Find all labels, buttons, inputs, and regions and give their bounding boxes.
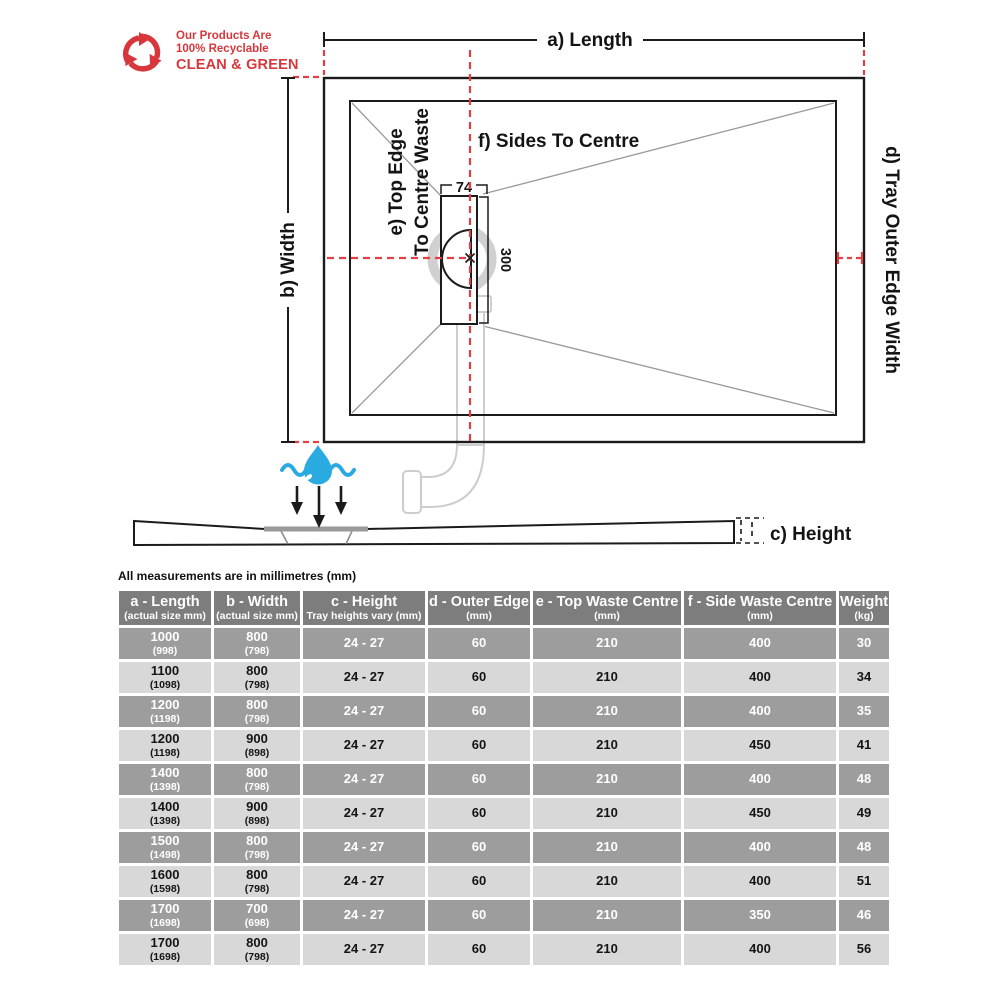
table-cell: 400 xyxy=(684,662,836,693)
table-cell: 60 xyxy=(428,798,530,829)
table-cell: 41 xyxy=(839,730,889,761)
table-cell: 49 xyxy=(839,798,889,829)
table-cell: 210 xyxy=(533,866,681,897)
table-cell: 24 - 27 xyxy=(303,934,425,965)
table-cell: 60 xyxy=(428,900,530,931)
height-dimension-dashes xyxy=(736,518,764,543)
measurements-note: All measurements are in millimetres (mm) xyxy=(118,569,357,583)
drain-cover-bar xyxy=(264,527,368,532)
table-cell: 400 xyxy=(684,628,836,659)
table-cell: 450 xyxy=(684,730,836,761)
top-edge-label-line1: e) Top Edge xyxy=(386,128,407,236)
table-cell: 800 (798) xyxy=(214,764,300,795)
table-cell: 24 - 27 xyxy=(303,764,425,795)
waste-width-label: 74 xyxy=(455,180,473,196)
water-drop-icon xyxy=(282,445,354,485)
table-cell: 35 xyxy=(839,696,889,727)
table-cell: 60 xyxy=(428,764,530,795)
table-cell: 1000 (998) xyxy=(119,628,211,659)
recyclable-logo xyxy=(116,24,326,80)
column-header: d - Outer Edge (mm) xyxy=(428,591,530,625)
red-centerlines xyxy=(293,50,864,442)
table-cell: 1500 (1498) xyxy=(119,832,211,863)
column-header: a - Length (actual size mm) xyxy=(119,591,211,625)
header-row xyxy=(119,591,889,625)
table-cell: 350 xyxy=(684,900,836,931)
logo-line2: 100% Recyclable xyxy=(176,43,269,56)
table-cell: 60 xyxy=(428,934,530,965)
column-header: Weight (kg) xyxy=(839,591,889,625)
table-cell: 900 (898) xyxy=(214,730,300,761)
table-cell: 210 xyxy=(533,696,681,727)
table-cell: 800 (798) xyxy=(214,628,300,659)
table-cell: 48 xyxy=(839,832,889,863)
outer-edge-label: d) Tray Outer Edge Width xyxy=(881,146,902,374)
table-cell: 800 (798) xyxy=(214,832,300,863)
table-cell: 210 xyxy=(533,730,681,761)
table-cell: 210 xyxy=(533,628,681,659)
table-cell: 1400 (1398) xyxy=(119,764,211,795)
table-cell: 210 xyxy=(533,662,681,693)
table-cell: 60 xyxy=(428,832,530,863)
table-cell: 1600 (1598) xyxy=(119,866,211,897)
table-cell: 400 xyxy=(684,764,836,795)
table-cell: 400 xyxy=(684,832,836,863)
table-cell: 60 xyxy=(428,730,530,761)
table-cell: 800 (798) xyxy=(214,934,300,965)
table-cell: 1200 (1198) xyxy=(119,730,211,761)
column-header: e - Top Waste Centre (mm) xyxy=(533,591,681,625)
table-cell: 210 xyxy=(533,900,681,931)
table-cell: 800 (798) xyxy=(214,696,300,727)
side-view xyxy=(134,521,734,545)
table-row xyxy=(119,798,889,829)
sides-label: f) Sides To Centre xyxy=(478,131,640,152)
table-cell: 1200 (1198) xyxy=(119,696,211,727)
table-row xyxy=(119,662,889,693)
column-header: f - Side Waste Centre (mm) xyxy=(684,591,836,625)
width-label: b) Width xyxy=(278,222,299,298)
table-cell: 24 - 27 xyxy=(303,866,425,897)
column-header: b - Width (actual size mm) xyxy=(214,591,300,625)
table-cell: 1700 (1698) xyxy=(119,900,211,931)
table-cell: 400 xyxy=(684,696,836,727)
table-cell: 24 - 27 xyxy=(303,628,425,659)
table-row xyxy=(119,764,889,795)
table-row xyxy=(119,696,889,727)
waste-length-label: 300 xyxy=(497,247,513,273)
height-label: c) Height xyxy=(770,524,852,545)
table-cell: 210 xyxy=(533,832,681,863)
table-cell: 24 - 27 xyxy=(303,662,425,693)
table-cell: 210 xyxy=(533,764,681,795)
logo-line1: Our Products Are xyxy=(176,29,272,42)
table-cell: 700 (698) xyxy=(214,900,300,931)
table-cell: 24 - 27 xyxy=(303,900,425,931)
column-header: c - Height Tray heights vary (mm) xyxy=(303,591,425,625)
table-cell: 400 xyxy=(684,934,836,965)
table-row xyxy=(119,900,889,931)
table-row xyxy=(119,832,889,863)
table-cell: 24 - 27 xyxy=(303,832,425,863)
length-label: a) Length xyxy=(547,30,633,51)
table-cell: 1100 (1098) xyxy=(119,662,211,693)
flow-arrows xyxy=(291,486,347,528)
table-cell: 34 xyxy=(839,662,889,693)
table-cell: 51 xyxy=(839,866,889,897)
table-cell: 800 (798) xyxy=(214,866,300,897)
table-row xyxy=(119,628,889,659)
table-cell: 1700 (1698) xyxy=(119,934,211,965)
table-cell: 46 xyxy=(839,900,889,931)
table-cell: 60 xyxy=(428,628,530,659)
table-cell: 60 xyxy=(428,696,530,727)
table-cell: 24 - 27 xyxy=(303,798,425,829)
logo-line3: CLEAN & GREEN xyxy=(176,57,299,74)
table-cell: 24 - 27 xyxy=(303,730,425,761)
table-cell: 1400 (1398) xyxy=(119,798,211,829)
table-row xyxy=(119,730,889,761)
table-cell: 900 (898) xyxy=(214,798,300,829)
table-cell: 24 - 27 xyxy=(303,696,425,727)
table-cell: 800 (798) xyxy=(214,662,300,693)
table-row xyxy=(119,934,889,965)
top-edge-label-line2: To Centre Waste xyxy=(412,108,433,256)
recycle-icon xyxy=(116,25,168,79)
waste-pipe xyxy=(403,296,491,513)
table-cell: 56 xyxy=(839,934,889,965)
table-cell: 210 xyxy=(533,798,681,829)
table-cell: 48 xyxy=(839,764,889,795)
table-cell: 400 xyxy=(684,866,836,897)
table-cell: 60 xyxy=(428,662,530,693)
table-row xyxy=(119,866,889,897)
table-cell: 450 xyxy=(684,798,836,829)
spec-table xyxy=(116,588,892,968)
table-cell: 30 xyxy=(839,628,889,659)
table-cell: 210 xyxy=(533,934,681,965)
table-cell: 60 xyxy=(428,866,530,897)
